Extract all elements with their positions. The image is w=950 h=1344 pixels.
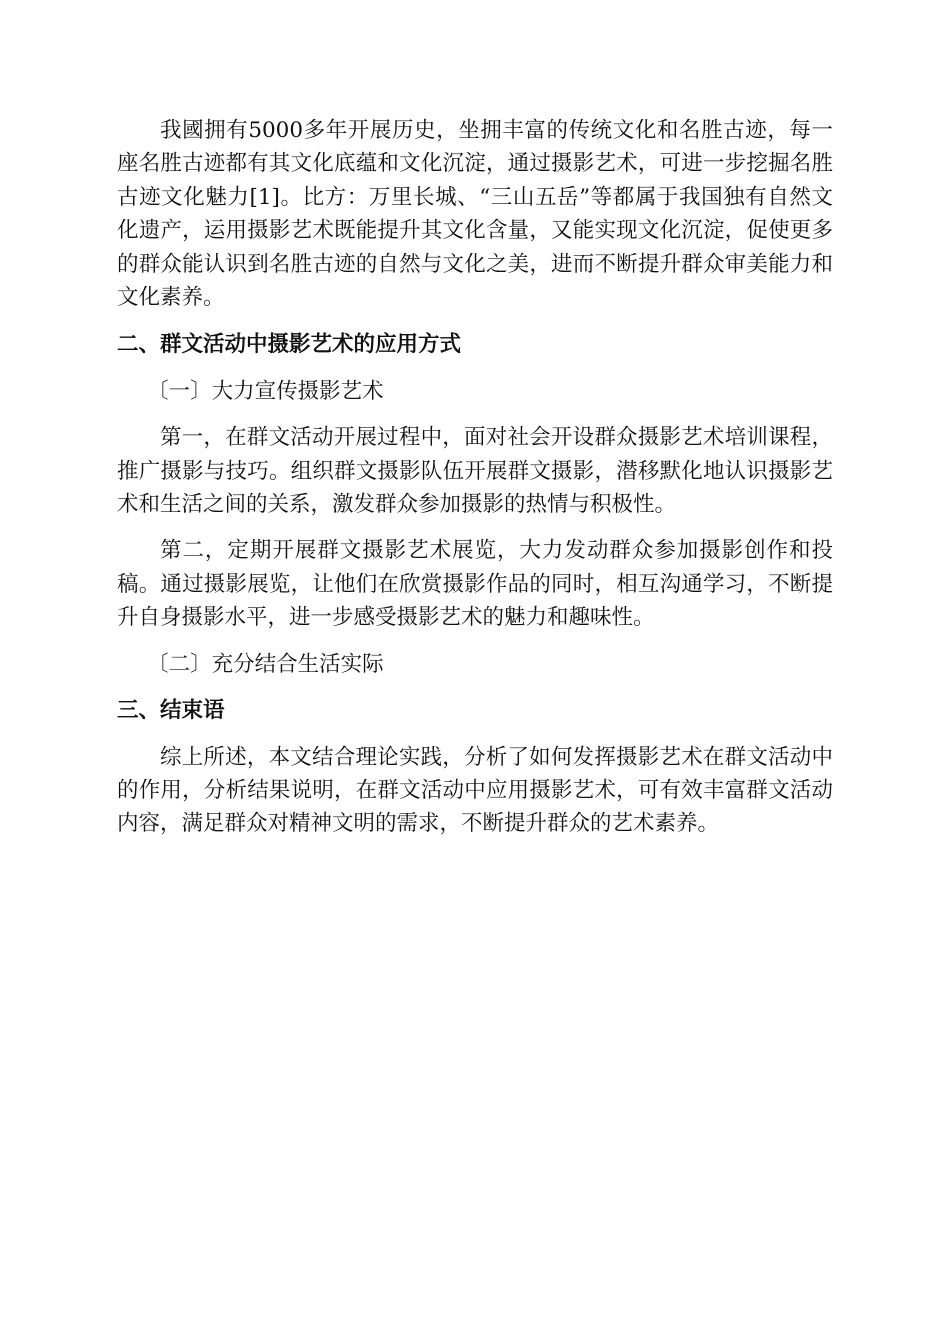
section-2-heading: 二、群文活动中摄影艺术的应用方式 xyxy=(117,332,462,358)
spacer xyxy=(117,362,833,375)
spacer xyxy=(117,408,833,421)
intro-paragraph: 我國拥有5000多年开展历史，坐拥丰富的传统文化和名胜古迹，每一座名胜古迹都有其文化底蕴和文化沉淀，通过摄影艺术，可进一步挖掘名胜古迹文化魅力[1]。比方：万里长城、“三山五岳”等都属于我国独有自然文化遗产，运用摄影艺术既能提升其文化含量，又能实现文化沉淀，促使更多的群众能认识到名胜古迹的自然与文化之美，进而不断提升群众审美能力和文化素养。 xyxy=(117,118,833,311)
section-2-paragraph-1: 第一，在群文活动开展过程中，面对社会开设群众摄影艺术培训课程，推广摄影与技巧。组织群文摄影队伍开展群文摄影，潜移默化地认识摄影艺术和生活之间的关系，激发群众参加摄影的热情与积极性。 xyxy=(117,425,833,518)
spacer xyxy=(117,728,833,741)
section-2-subheading-1: 〔一〕大力宣传摄影艺术 xyxy=(147,378,384,404)
document-page xyxy=(117,114,833,841)
spacer xyxy=(117,681,833,694)
conclusion-paragraph: 综上所述，本文结合理论实践，分析了如何发挥摄影艺术在群文活动中的作用，分析结果说明，在群文活动中应用摄影艺术，可有效丰富群文活动内容，满足群众对精神文明的需求，不断提升群众的艺术素养。 xyxy=(117,744,833,837)
spacer xyxy=(117,314,833,328)
section-2-subheading-2: 〔二〕充分结合生活实际 xyxy=(147,651,384,677)
section-3-heading: 三、结束语 xyxy=(117,698,225,724)
spacer xyxy=(117,521,833,534)
spacer xyxy=(117,635,833,648)
section-2-paragraph-2: 第二，定期开展群文摄影艺术展览，大力发动群众参加摄影创作和投稿。通过摄影展览，让他们在欣赏摄影作品的同时，相互沟通学习，不断提升自身摄影水平，进一步感受摄影艺术的魅力和趣味性。 xyxy=(117,538,833,631)
